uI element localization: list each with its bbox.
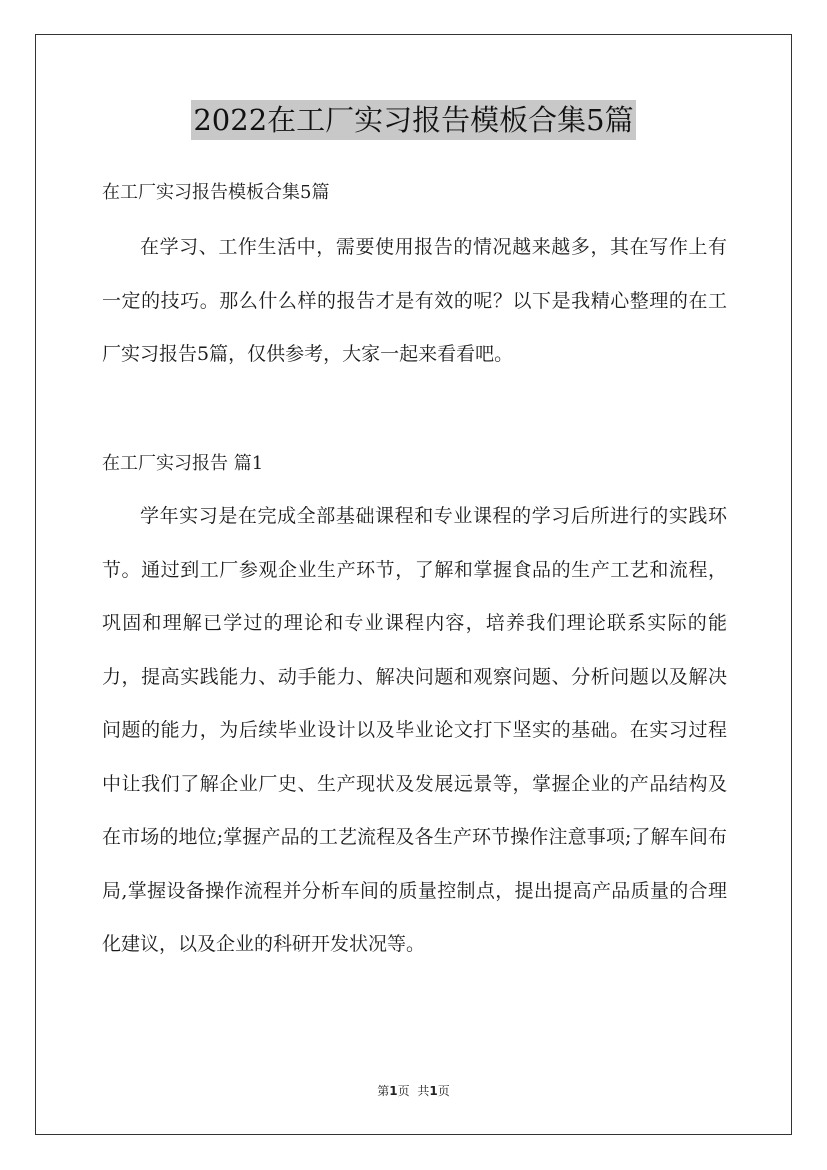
- total-number: 1: [429, 1084, 438, 1098]
- document-subtitle: 在工厂实习报告模板合集5篇: [102, 182, 330, 203]
- body-paragraph: 学年实习是在完成全部基础课程和专业课程的学习后所进行的实践环节。通过到工厂参观企业生产环节，了解和掌握食品的生产工艺和流程，巩固和理解已学过的理论和专业课程内容，培养我们理论联系实际的能力，提高实践能力、动手能力、解决问题和观察问题、分析问题以及解决问题的能力，为后续毕业设计以及毕业论文打下坚实的基础。在实习过程中让我们了解企业厂史、生产现状及发展远景等，掌握企业的产品结构及在市场的地位;掌握产品的工艺流程及各生产环节操作注意事项;了解车间布局,掌握设备操作流程并分析车间的质量控制点，提出提高产品质量的合理化建议，以及企业的科研开发状况等。: [102, 505, 727, 955]
- page-footer: [0, 1083, 827, 1099]
- section-heading: 在工厂实习报告 篇1: [102, 453, 264, 474]
- total-prefix: 共: [417, 1084, 430, 1098]
- total-suffix: 页: [437, 1084, 450, 1098]
- title-container: [0, 100, 827, 140]
- page-suffix: 页: [397, 1084, 410, 1098]
- page-prefix: 第: [377, 1084, 390, 1098]
- intro-paragraph: 在学习、工作生活中，需要使用报告的情况越来越多，其在写作上有一定的技巧。那么什么样的报告才是有效的呢？以下是我精心整理的在工厂实习报告5篇，仅供参考，大家一起来看看吧。: [102, 236, 727, 365]
- document-title: 2022在工厂实习报告模板合集5篇: [191, 100, 635, 140]
- page-number: 1: [389, 1084, 398, 1098]
